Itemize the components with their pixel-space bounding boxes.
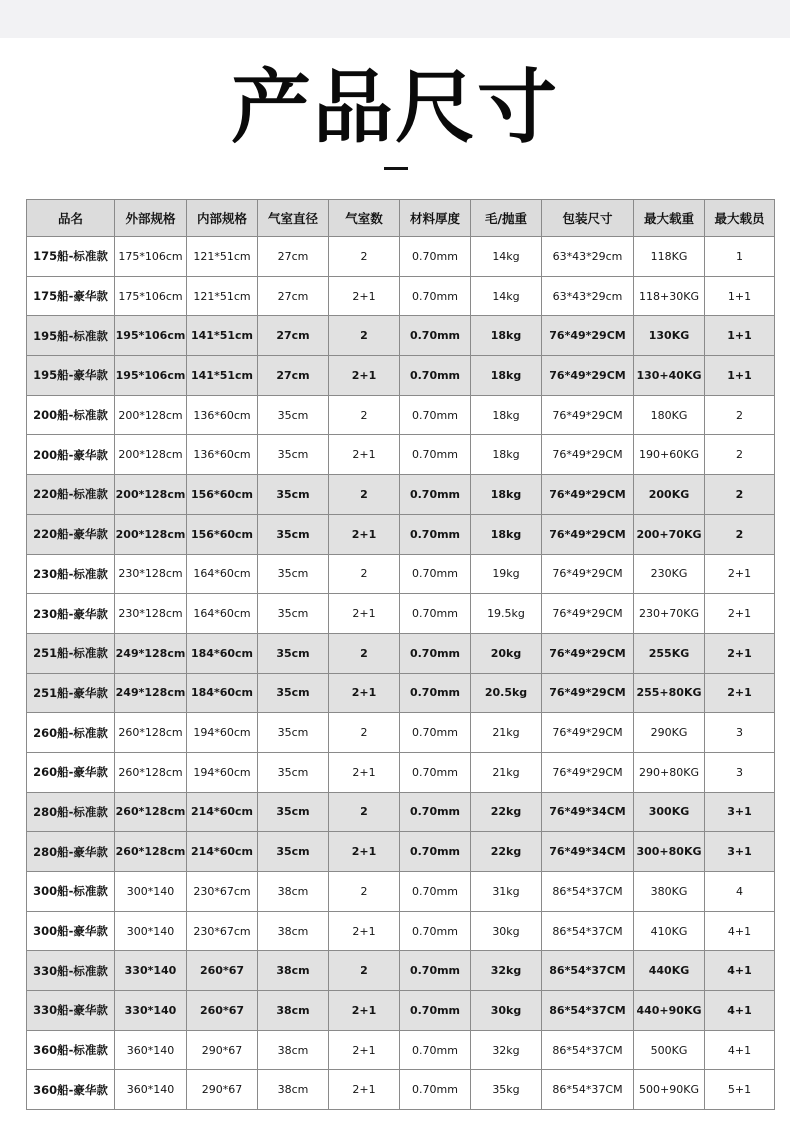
table-cell: 22kg: [471, 792, 542, 832]
top-bar: [0, 0, 790, 38]
table-cell: 5+1: [705, 1070, 775, 1110]
product-name-cell: 251船-标准款: [27, 633, 115, 673]
table-row: [27, 395, 775, 435]
table-cell: 35cm: [258, 554, 329, 594]
page-title: 产品尺寸: [231, 61, 559, 154]
table-cell: 230*67cm: [187, 872, 258, 912]
table-cell: 0.70mm: [400, 237, 471, 277]
table-cell: 330*140: [115, 951, 187, 991]
table-cell: 35cm: [258, 633, 329, 673]
table-cell: 18kg: [471, 514, 542, 554]
table-cell: 18kg: [471, 395, 542, 435]
table-cell: 76*49*34CM: [542, 832, 634, 872]
table-cell: 4+1: [705, 911, 775, 951]
table-cell: 76*49*29CM: [542, 316, 634, 356]
table-cell: 300*140: [115, 911, 187, 951]
table-cell: 31kg: [471, 872, 542, 912]
table-cell: 3: [705, 713, 775, 753]
table-cell: 35kg: [471, 1070, 542, 1110]
table-cell: 0.70mm: [400, 276, 471, 316]
table-cell: 86*54*37CM: [542, 1070, 634, 1110]
column-header: 最大载员: [705, 200, 775, 237]
table-cell: 380KG: [634, 872, 705, 912]
table-cell: 194*60cm: [187, 752, 258, 792]
table-cell: 440+90KG: [634, 991, 705, 1031]
table-cell: 2: [329, 872, 400, 912]
table-cell: 164*60cm: [187, 554, 258, 594]
table-cell: 0.70mm: [400, 356, 471, 396]
table-cell: 200*128cm: [115, 395, 187, 435]
table-row: [27, 1030, 775, 1070]
product-name-cell: 330船-豪华款: [27, 991, 115, 1031]
table-cell: 0.70mm: [400, 475, 471, 515]
title-underline: [384, 167, 408, 170]
table-cell: 2: [329, 792, 400, 832]
table-cell: 27cm: [258, 356, 329, 396]
table-cell: 194*60cm: [187, 713, 258, 753]
table-cell: 2+1: [329, 514, 400, 554]
table-header-row: [27, 200, 775, 237]
product-name-cell: 230船-标准款: [27, 554, 115, 594]
table-row: [27, 911, 775, 951]
table-cell: 0.70mm: [400, 395, 471, 435]
table-cell: 260*128cm: [115, 713, 187, 753]
table-row: [27, 356, 775, 396]
table-cell: 2: [705, 475, 775, 515]
product-name-cell: 360船-豪华款: [27, 1070, 115, 1110]
table-cell: 35cm: [258, 514, 329, 554]
table-cell: 2: [329, 554, 400, 594]
table-row: [27, 872, 775, 912]
table-cell: 214*60cm: [187, 792, 258, 832]
table-cell: 35cm: [258, 594, 329, 634]
table-cell: 0.70mm: [400, 435, 471, 475]
table-row: [27, 435, 775, 475]
table-cell: 1+1: [705, 356, 775, 396]
column-header: 最大载重: [634, 200, 705, 237]
table-cell: 4: [705, 872, 775, 912]
table-cell: 290*67: [187, 1030, 258, 1070]
table-cell: 14kg: [471, 276, 542, 316]
table-cell: 4+1: [705, 951, 775, 991]
table-cell: 0.70mm: [400, 633, 471, 673]
table-cell: 35cm: [258, 395, 329, 435]
column-header: 品名: [27, 200, 115, 237]
table-cell: 76*49*29CM: [542, 633, 634, 673]
table-cell: 2+1: [329, 911, 400, 951]
table-cell: 35cm: [258, 832, 329, 872]
table-cell: 0.70mm: [400, 752, 471, 792]
table-cell: 76*49*29CM: [542, 514, 634, 554]
table-row: [27, 713, 775, 753]
table-cell: 214*60cm: [187, 832, 258, 872]
table-cell: 0.70mm: [400, 514, 471, 554]
table-cell: 130+40KG: [634, 356, 705, 396]
table-row: [27, 991, 775, 1031]
table-cell: 1+1: [705, 276, 775, 316]
table-cell: 141*51cm: [187, 356, 258, 396]
table-cell: 20.5kg: [471, 673, 542, 713]
product-name-cell: 260船-标准款: [27, 713, 115, 753]
table-cell: 76*49*29CM: [542, 554, 634, 594]
table-cell: 27cm: [258, 316, 329, 356]
table-cell: 18kg: [471, 356, 542, 396]
table-cell: 38cm: [258, 991, 329, 1031]
table-cell: 300KG: [634, 792, 705, 832]
product-name-cell: 200船-标准款: [27, 395, 115, 435]
table-cell: 410KG: [634, 911, 705, 951]
table-cell: 190+60KG: [634, 435, 705, 475]
table-cell: 156*60cm: [187, 475, 258, 515]
table-row: [27, 951, 775, 991]
table-row: [27, 673, 775, 713]
table-cell: 76*49*29CM: [542, 395, 634, 435]
table-cell: 200KG: [634, 475, 705, 515]
table-cell: 4+1: [705, 991, 775, 1031]
table-cell: 260*128cm: [115, 792, 187, 832]
table-cell: 76*49*29CM: [542, 435, 634, 475]
table-cell: 175*106cm: [115, 237, 187, 277]
table-cell: 2+1: [329, 594, 400, 634]
table-cell: 76*49*29CM: [542, 673, 634, 713]
product-name-cell: 175船-标准款: [27, 237, 115, 277]
table-cell: 184*60cm: [187, 673, 258, 713]
table-cell: 260*128cm: [115, 752, 187, 792]
table-cell: 360*140: [115, 1030, 187, 1070]
table-cell: 20kg: [471, 633, 542, 673]
table-cell: 38cm: [258, 1030, 329, 1070]
table-cell: 290KG: [634, 713, 705, 753]
table-cell: 76*49*29CM: [542, 475, 634, 515]
table-cell: 136*60cm: [187, 395, 258, 435]
table-cell: 330*140: [115, 991, 187, 1031]
table-cell: 0.70mm: [400, 316, 471, 356]
table-cell: 2+1: [329, 673, 400, 713]
table-cell: 2: [329, 395, 400, 435]
table-cell: 230*67cm: [187, 911, 258, 951]
table-cell: 300*140: [115, 872, 187, 912]
table-cell: 21kg: [471, 713, 542, 753]
table-cell: 230*128cm: [115, 554, 187, 594]
product-name-cell: 251船-豪华款: [27, 673, 115, 713]
table-cell: 86*54*37CM: [542, 911, 634, 951]
table-cell: 2: [329, 475, 400, 515]
product-name-cell: 220船-豪华款: [27, 514, 115, 554]
table-cell: 35cm: [258, 752, 329, 792]
table-cell: 35cm: [258, 713, 329, 753]
product-name-cell: 260船-豪华款: [27, 752, 115, 792]
table-cell: 500KG: [634, 1030, 705, 1070]
table-cell: 290+80KG: [634, 752, 705, 792]
table-cell: 360*140: [115, 1070, 187, 1110]
table-cell: 63*43*29cm: [542, 237, 634, 277]
table-cell: 38cm: [258, 872, 329, 912]
table-cell: 230+70KG: [634, 594, 705, 634]
table-cell: 14kg: [471, 237, 542, 277]
table-cell: 200*128cm: [115, 514, 187, 554]
table-cell: 130KG: [634, 316, 705, 356]
column-header: 外部规格: [115, 200, 187, 237]
table-cell: 38cm: [258, 951, 329, 991]
table-cell: 76*49*29CM: [542, 713, 634, 753]
table-cell: 19.5kg: [471, 594, 542, 634]
column-header: 气室直径: [258, 200, 329, 237]
table-cell: 19kg: [471, 554, 542, 594]
table-cell: 121*51cm: [187, 237, 258, 277]
table-cell: 35cm: [258, 435, 329, 475]
table-cell: 2+1: [329, 435, 400, 475]
table-cell: 2: [329, 713, 400, 753]
table-cell: 0.70mm: [400, 1030, 471, 1070]
table-cell: 0.70mm: [400, 951, 471, 991]
product-name-cell: 300船-豪华款: [27, 911, 115, 951]
table-cell: 230*128cm: [115, 594, 187, 634]
product-name-cell: 230船-豪华款: [27, 594, 115, 634]
table-row: [27, 752, 775, 792]
table-cell: 76*49*34CM: [542, 792, 634, 832]
table-cell: 184*60cm: [187, 633, 258, 673]
table-cell: 30kg: [471, 911, 542, 951]
table-cell: 175*106cm: [115, 276, 187, 316]
table-row: [27, 514, 775, 554]
table-cell: 164*60cm: [187, 594, 258, 634]
table-cell: 500+90KG: [634, 1070, 705, 1110]
table-cell: 63*43*29cm: [542, 276, 634, 316]
table-cell: 2: [705, 435, 775, 475]
product-name-cell: 280船-标准款: [27, 792, 115, 832]
table-row: [27, 832, 775, 872]
table-cell: 86*54*37CM: [542, 951, 634, 991]
table-cell: 2+1: [705, 673, 775, 713]
table-cell: 255KG: [634, 633, 705, 673]
table-cell: 1+1: [705, 316, 775, 356]
table-cell: 2: [329, 633, 400, 673]
table-cell: 0.70mm: [400, 832, 471, 872]
table-cell: 2: [705, 514, 775, 554]
table-cell: 290*67: [187, 1070, 258, 1110]
table-cell: 230KG: [634, 554, 705, 594]
product-name-cell: 200船-豪华款: [27, 435, 115, 475]
table-cell: 2: [705, 395, 775, 435]
table-cell: 76*49*29CM: [542, 356, 634, 396]
table-cell: 38cm: [258, 1070, 329, 1110]
table-cell: 136*60cm: [187, 435, 258, 475]
table-cell: 2: [329, 316, 400, 356]
table-cell: 2+1: [329, 991, 400, 1031]
table-cell: 27cm: [258, 237, 329, 277]
table-cell: 30kg: [471, 991, 542, 1031]
column-header: 包装尺寸: [542, 200, 634, 237]
product-name-cell: 195船-标准款: [27, 316, 115, 356]
product-name-cell: 330船-标准款: [27, 951, 115, 991]
table-row: [27, 316, 775, 356]
table-cell: 2+1: [329, 752, 400, 792]
table-cell: 2: [329, 237, 400, 277]
product-name-cell: 360船-标准款: [27, 1030, 115, 1070]
table-cell: 2+1: [705, 554, 775, 594]
table-cell: 0.70mm: [400, 1070, 471, 1110]
table-cell: 260*67: [187, 991, 258, 1031]
product-name-cell: 300船-标准款: [27, 872, 115, 912]
product-name-cell: 280船-豪华款: [27, 832, 115, 872]
table-cell: 200+70KG: [634, 514, 705, 554]
product-name-cell: 175船-豪华款: [27, 276, 115, 316]
table-cell: 2+1: [329, 1030, 400, 1070]
table-cell: 156*60cm: [187, 514, 258, 554]
table-cell: 35cm: [258, 673, 329, 713]
table-cell: 249*128cm: [115, 633, 187, 673]
product-name-cell: 220船-标准款: [27, 475, 115, 515]
table-cell: 141*51cm: [187, 316, 258, 356]
table-cell: 0.70mm: [400, 673, 471, 713]
table-cell: 0.70mm: [400, 594, 471, 634]
column-header: 材料厚度: [400, 200, 471, 237]
table-cell: 118KG: [634, 237, 705, 277]
spec-table: [26, 199, 775, 1110]
table-cell: 249*128cm: [115, 673, 187, 713]
table-cell: 200*128cm: [115, 475, 187, 515]
table-row: [27, 792, 775, 832]
product-name-cell: 195船-豪华款: [27, 356, 115, 396]
table-cell: 0.70mm: [400, 713, 471, 753]
table-cell: 2+1: [705, 633, 775, 673]
table-cell: 195*106cm: [115, 316, 187, 356]
table-row: [27, 633, 775, 673]
table-cell: 38cm: [258, 911, 329, 951]
table-cell: 32kg: [471, 951, 542, 991]
table-cell: 2+1: [329, 1070, 400, 1110]
table-cell: 86*54*37CM: [542, 1030, 634, 1070]
table-cell: 18kg: [471, 475, 542, 515]
table-cell: 195*106cm: [115, 356, 187, 396]
table-cell: 2+1: [329, 276, 400, 316]
table-cell: 86*54*37CM: [542, 872, 634, 912]
column-header: 气室数: [329, 200, 400, 237]
column-header: 内部规格: [187, 200, 258, 237]
table-cell: 255+80KG: [634, 673, 705, 713]
table-cell: 18kg: [471, 435, 542, 475]
table-row: [27, 554, 775, 594]
table-cell: 260*67: [187, 951, 258, 991]
table-cell: 300+80KG: [634, 832, 705, 872]
table-cell: 76*49*29CM: [542, 594, 634, 634]
table-cell: 1: [705, 237, 775, 277]
table-cell: 0.70mm: [400, 792, 471, 832]
table-cell: 21kg: [471, 752, 542, 792]
table-row: [27, 276, 775, 316]
table-cell: 35cm: [258, 475, 329, 515]
table-cell: 2+1: [705, 594, 775, 634]
table-cell: 180KG: [634, 395, 705, 435]
table-row: [27, 475, 775, 515]
table-cell: 18kg: [471, 316, 542, 356]
table-row: [27, 1070, 775, 1110]
table-cell: 3: [705, 752, 775, 792]
table-row: [27, 594, 775, 634]
table-cell: 3+1: [705, 792, 775, 832]
table-cell: 0.70mm: [400, 554, 471, 594]
table-cell: 35cm: [258, 792, 329, 832]
table-cell: 0.70mm: [400, 991, 471, 1031]
table-cell: 86*54*37CM: [542, 991, 634, 1031]
table-row: [27, 237, 775, 277]
table-cell: 200*128cm: [115, 435, 187, 475]
table-cell: 22kg: [471, 832, 542, 872]
table-cell: 76*49*29CM: [542, 752, 634, 792]
table-cell: 2+1: [329, 832, 400, 872]
table-cell: 0.70mm: [400, 872, 471, 912]
table-cell: 440KG: [634, 951, 705, 991]
table-cell: 32kg: [471, 1030, 542, 1070]
table-cell: 2: [329, 951, 400, 991]
table-cell: 260*128cm: [115, 832, 187, 872]
table-cell: 2+1: [329, 356, 400, 396]
table-cell: 121*51cm: [187, 276, 258, 316]
table-cell: 118+30KG: [634, 276, 705, 316]
table-cell: 4+1: [705, 1030, 775, 1070]
table-cell: 0.70mm: [400, 911, 471, 951]
table-cell: 3+1: [705, 832, 775, 872]
table-cell: 27cm: [258, 276, 329, 316]
column-header: 毛/抛重: [471, 200, 542, 237]
table-body: [27, 237, 775, 1110]
spec-table-container: [26, 199, 774, 1110]
